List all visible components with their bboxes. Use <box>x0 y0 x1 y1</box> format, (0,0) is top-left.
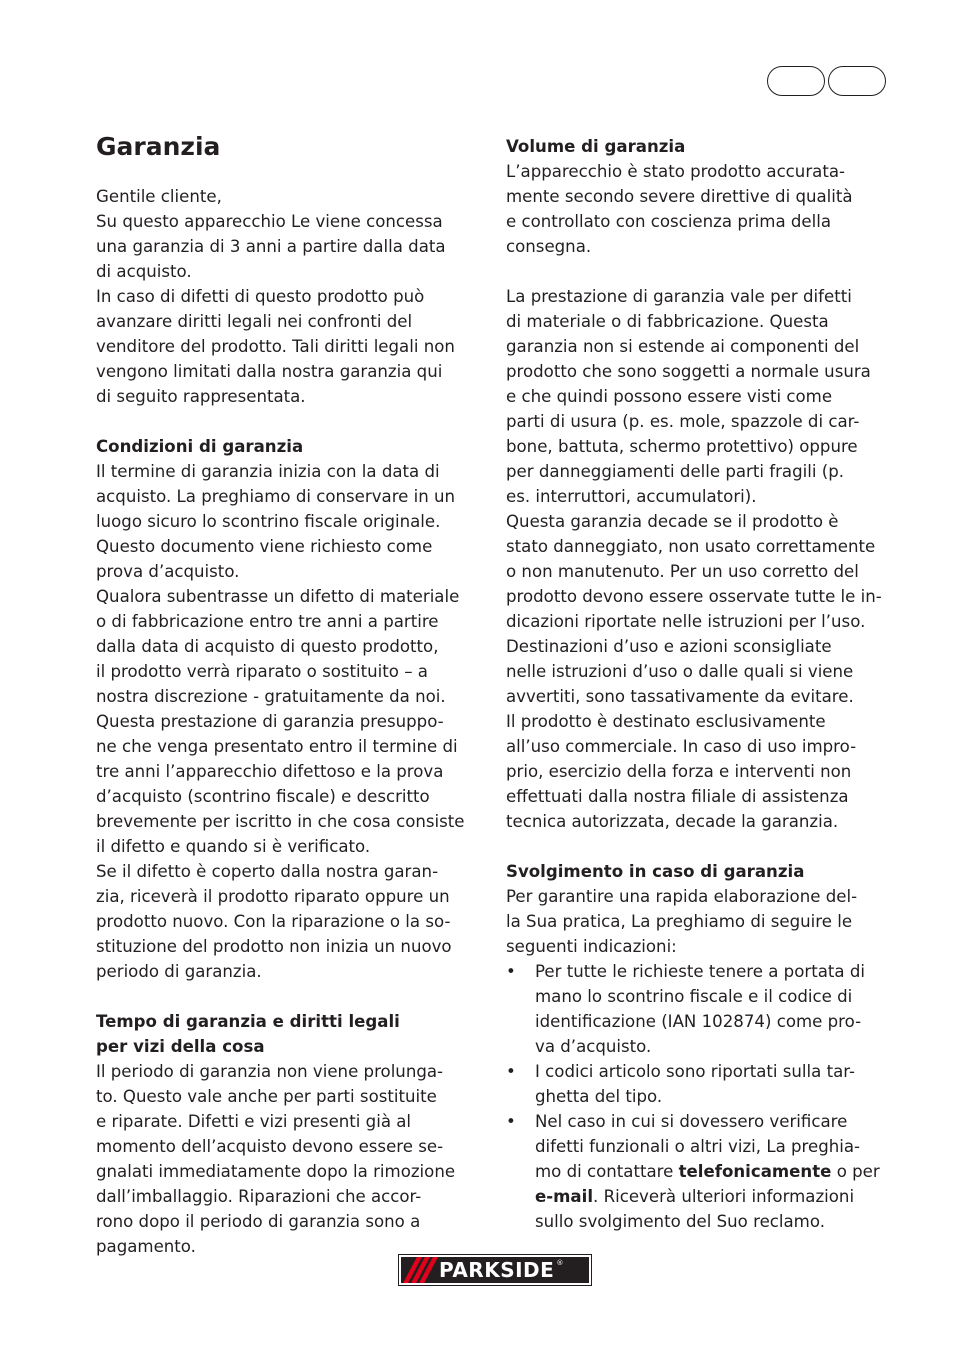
logo-text: PARKSIDE <box>439 1258 555 1282</box>
list-item-text: . Riceverà ulteriori informazioni sullo svolgimento del Suo reclamo. <box>535 1187 855 1231</box>
volume-paragraph-1: L’apparecchio è stato prodotto accurata- mente secondo severe direttive di qualità e controllato con coscienza prima della consegna. <box>506 162 853 256</box>
phone-emphasis: telefonicamente <box>678 1162 832 1181</box>
procedure-paragraph: Per garantire una rapida elaborazione del- la Sua pratica, La preghiamo di seguire le seguenti indicazioni: <box>506 887 858 956</box>
spacer <box>96 984 486 1009</box>
volume-paragraph-2: La prestazione di garanzia vale per difetti di materiale o di fabbricazione. Questa garanzia non si estende ai componenti del prodotto che sono soggetti a normale usura e che quindi possono essere visti come parti di usura (p. es. mole, spazzole di car- bone, battuta, schermo protettivo) oppure per danneggiamenti delle parti fragili (p. es. interruttori, accumulatori). Questa garanzia decade se il prodotto è stato danneggiato, non usato correttamente o non manutenuto. Per un uso corretto del prodotto devono essere osservate tutte le in- dicazioni riportate nelle istruzioni per l’uso. Destinazioni d’uso e azioni sconsigliate nelle istruzioni d’uso o dalle quali si viene avvertiti, sono tassativamente da evitare. Il prodotto è destinato esclusivamente all’uso commerciale. In caso di uso impro- prio, esercizio della forza e interventi non effettuati dalla nostra filiale di assistenza tecnica autorizzata, decade la garanzia. <box>506 287 882 831</box>
email-emphasis: e-mail <box>535 1187 594 1206</box>
spacer <box>506 834 896 859</box>
right-column <box>506 134 896 1234</box>
list-item: • I codici articolo sono riportati sulla tar- ghetta del tipo. <box>506 1059 896 1109</box>
intro-paragraph: Gentile cliente, Su questo apparecchio Le viene concessa una garanzia di 3 anni a partire dalla data di acquisto. In caso di difetti di questo prodotto può avanzare diritti legali nei confronti del venditore del prodotto. Tali diritti legali non vengono limitati dalla nostra garanzia qui di seguito rappresentata. <box>96 187 455 406</box>
spacer <box>506 259 896 284</box>
list-item-text: Nel caso in cui si dovessero verificare difetti funzionali o altri vizi, La preghia- mo di contattare <box>535 1112 861 1181</box>
language-tab-2 <box>828 66 886 96</box>
period-paragraph: Il periodo di garanzia non viene prolunga- to. Questo vale anche per parti sostituite e riparate. Difetti e vizi presenti già al momento dell’acquisto devono essere se- gnalati immediatamente dopo la rimozione dall’imballaggio. Riparazioni che accor- rono dopo il periodo di garanzia sono a pagamento. <box>96 1062 456 1256</box>
language-tabs <box>767 66 889 96</box>
list-item: • Per tutte le richieste tenere a portata di mano lo scontrino fiscale e il codice di identificazione (IAN 102874) come pro- va d’acquisto. <box>506 959 896 1059</box>
procedure-heading: Svolgimento in caso di garanzia <box>506 862 805 881</box>
page-title: Garanzia <box>96 132 221 161</box>
conditions-heading: Condizioni di garanzia <box>96 437 304 456</box>
list-item <box>506 1109 896 1234</box>
logo-registered-mark: ® <box>556 1259 564 1267</box>
logo-background <box>401 1257 589 1283</box>
procedure-list <box>506 959 896 1234</box>
logo-stripes-icon <box>401 1257 435 1283</box>
parkside-logo <box>398 1254 592 1286</box>
conditions-paragraph: Il termine di garanzia inizia con la data di acquisto. La preghiamo di conservare in un luogo sicuro lo scontrino fiscale originale. Questo documento viene richiesto come prova d’acquisto. Qualora subentrasse un difetto di materiale o di fabbricazione entro tre anni a partire dalla data di acquisto di questo prodotto, il prodotto verrà riparato o sostituito – a nostra discrezione - gratuitamente da noi. Questa prestazione di garanzia presuppo- ne che venga presentato entro il termine di tre anni l’apparecchio difettoso e la prova d’acquisto (scontrino fiscale) e descritto brevemente per iscritto in che cosa consiste il difetto e quando si è verificato. Se il difetto è coperto dalla nostra garan- zia, riceverà il prodotto riparato oppure un prodotto nuovo. Con la riparazione o la so- stituzione del prodotto non inizia un nuovo periodo di garanzia. <box>96 462 465 981</box>
list-item-text: o per <box>836 1162 880 1181</box>
volume-heading: Volume di garanzia <box>506 137 686 156</box>
left-column <box>96 134 486 1259</box>
spacer <box>96 409 486 434</box>
period-heading: Tempo di garanzia e diritti legali per vizi della cosa <box>96 1012 400 1056</box>
language-tab-1 <box>767 66 825 96</box>
